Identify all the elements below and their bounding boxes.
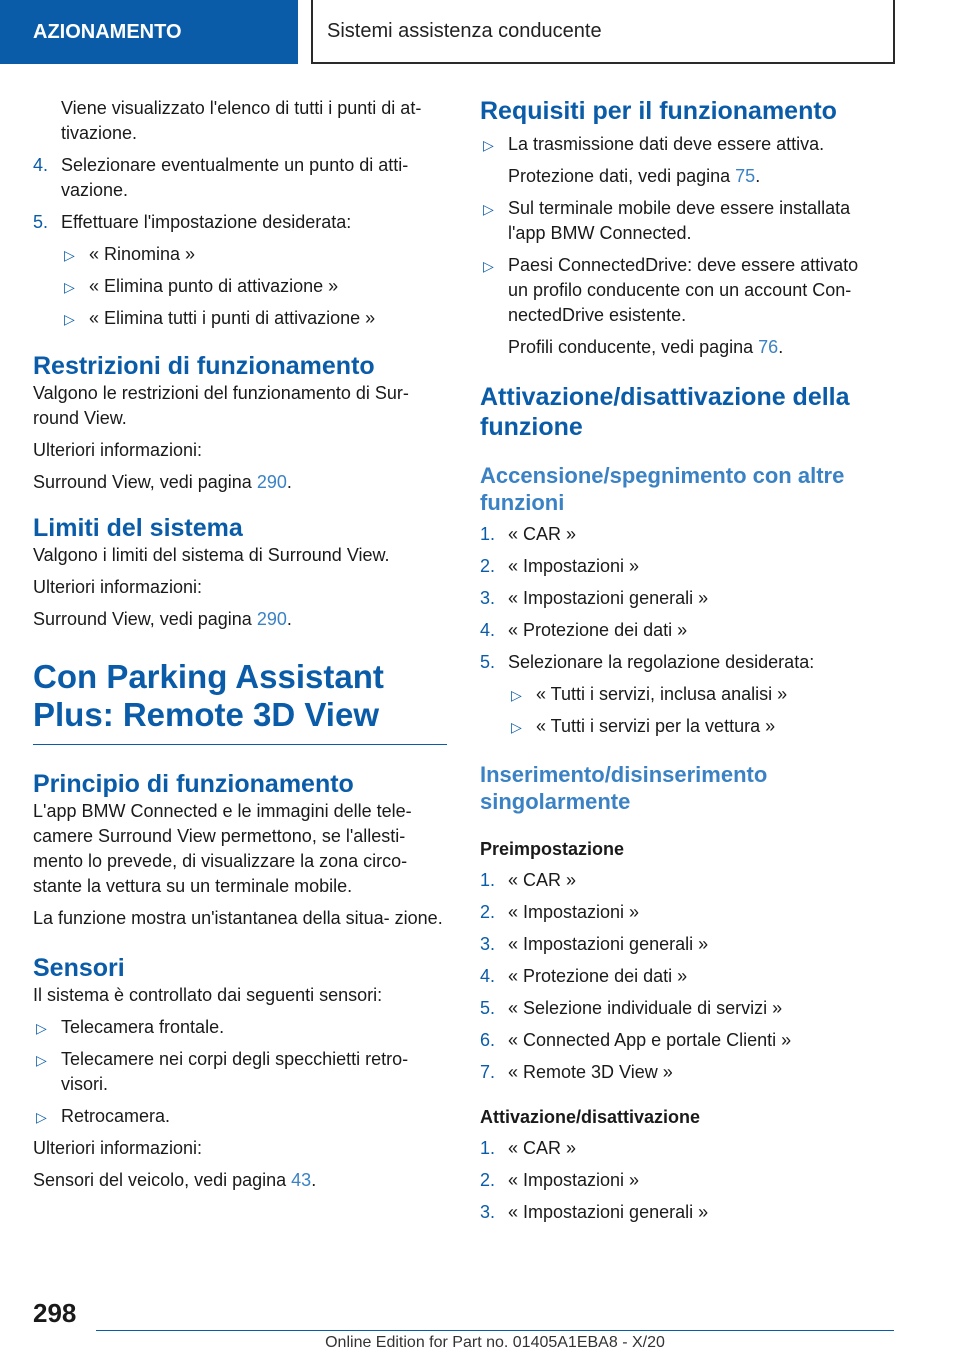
footer-divider (96, 1330, 894, 1331)
restrictions-more: Ulteriori informazioni: (33, 440, 203, 460)
list-item: ▷ Paesi ConnectedDrive: deve essere attivato un profilo conducente con un account Con- nectedDrive esistente. (483, 255, 859, 325)
list-item: 3. « Impostazioni generali » (480, 934, 709, 954)
header-chapter-tab (311, 0, 895, 64)
subsection-heading-individual: Inserimento/disinserimento singolarmente (480, 762, 768, 814)
header-section-tab (0, 0, 298, 64)
sub-list-item: ▷ « Elimina punto di attivazione » (61, 274, 447, 299)
preset-heading: Preimpostazione (480, 839, 625, 859)
triangle-bullet-icon: ▷ (511, 687, 522, 703)
sub-list-item: ▷ « Tutti i servizi per la vettura » (508, 714, 880, 739)
subsection-heading-other-functions: Accensione/spegnimento con altre funzioni (480, 463, 845, 515)
list-item: 3. « Impostazioni generali » (480, 588, 709, 608)
chapter-heading: Con Parking Assistant Plus: Remote 3D View (33, 658, 447, 745)
footer-edition: Online Edition for Part no. 01405A1EBA8 - X/20 (325, 1334, 665, 1351)
triangle-bullet-icon: ▷ (64, 247, 75, 263)
list-item: ▷ Sul terminale mobile deve essere installata l'app BMW Connected. (483, 198, 851, 243)
triangle-bullet-icon: ▷ (64, 311, 75, 327)
triangle-bullet-icon: ▷ (483, 201, 494, 217)
right-column (480, 96, 880, 1225)
principle-p2: La funzione mostra un'istantanea della situa- zione. (33, 908, 443, 928)
list-item: 2. « Impostazioni » (480, 556, 640, 576)
sub-list-item: ▷ « Rinomina » (61, 242, 447, 267)
list-item: ▷ Telecamere nei corpi degli specchietti retro- visori. (36, 1049, 409, 1094)
list-item: 5. Effettuare l'impostazione desiderata: (33, 212, 352, 232)
list-item: 4. « Protezione dei dati » (480, 620, 688, 640)
triangle-bullet-icon: ▷ (483, 137, 494, 153)
section-heading-principle: Principio di funzionamento (33, 770, 354, 798)
section-heading-sensors: Sensori (33, 954, 125, 982)
triangle-bullet-icon: ▷ (36, 1020, 47, 1036)
list-item: 2. « Impostazioni » (480, 1170, 640, 1190)
intro-paragraph: Viene visualizzato l'elenco di tutti i punti di at- tivazione. (61, 98, 422, 143)
list-item: 1. « CAR » (480, 1138, 577, 1158)
principle-p1: L'app BMW Connected e le immagini delle tele- camere Surround View permettono, se l'allesti- mento lo prevede, di visualizzare la zona circo- stante la vettura su un terminale mobile. (33, 801, 412, 896)
section-heading-restrictions: Restrizioni di funzionamento (33, 352, 375, 380)
list-item: ▷ Telecamera frontale. (33, 1015, 447, 1040)
list-item: 5. Selezionare la regolazione desiderata: (480, 652, 815, 672)
header-section-label: AZIONAMENTO (33, 20, 182, 43)
limits-more: Ulteriori informazioni: (33, 577, 203, 597)
section-heading-requirements: Requisiti per il funzionamento (480, 97, 837, 125)
list-item-continuation: Profili conducente, vedi pagina 76. (508, 337, 784, 357)
restrictions-ref: Surround View, vedi pagina 290. (33, 472, 292, 492)
list-item: ▷ Retrocamera. (33, 1104, 447, 1129)
header-chapter-label: Sistemi assistenza conducente (327, 19, 602, 42)
list-item: 2. « Impostazioni » (480, 902, 640, 922)
page-link[interactable]: 75 (735, 166, 756, 186)
limits-ref: Surround View, vedi pagina 290. (33, 609, 292, 629)
list-item: 4. « Protezione dei dati » (480, 966, 688, 986)
triangle-bullet-icon: ▷ (36, 1052, 47, 1068)
sensors-text: Il sistema è controllato dai seguenti sensori: (33, 985, 383, 1005)
triangle-bullet-icon: ▷ (483, 258, 494, 274)
sensors-ref: Sensori del veicolo, vedi pagina 43. (33, 1170, 317, 1190)
page-link[interactable]: 76 (758, 337, 779, 357)
restrictions-text: Valgono le restrizioni del funzionamento di Sur- round View. (33, 383, 409, 428)
page-number: 298 (33, 1298, 77, 1328)
list-item: ▷ La trasmissione dati deve essere attiva. (480, 132, 880, 157)
triangle-bullet-icon: ▷ (64, 279, 75, 295)
page-link[interactable]: 290 (256, 609, 287, 629)
left-column (33, 96, 447, 1193)
sub-list-item: ▷ « Elimina tutti i punti di attivazione » (61, 306, 447, 331)
list-item: 7. « Remote 3D View » (480, 1062, 673, 1082)
section-heading-limits: Limiti del sistema (33, 514, 243, 542)
page-link[interactable]: 43 (291, 1170, 312, 1190)
page-link[interactable]: 290 (256, 472, 287, 492)
sub-list-item: ▷ « Tutti i servizi, inclusa analisi » (508, 682, 880, 707)
sensors-more: Ulteriori informazioni: (33, 1138, 203, 1158)
triangle-bullet-icon: ▷ (36, 1109, 47, 1125)
list-item: 1. « CAR » (480, 524, 577, 544)
list-item: 5. « Selezione individuale di servizi » (480, 998, 783, 1018)
list-item-continuation: Protezione dati, vedi pagina 75. (508, 166, 761, 186)
triangle-bullet-icon: ▷ (511, 719, 522, 735)
list-item: 4. Selezionare eventualmente un punto di atti- vazione. (33, 155, 409, 200)
list-item: 3. « Impostazioni generali » (480, 1202, 709, 1222)
list-item: 6. « Connected App e portale Clienti » (480, 1030, 792, 1050)
list-item: 1. « CAR » (480, 870, 577, 890)
limits-text: Valgono i limiti del sistema di Surround View. (33, 545, 390, 565)
toggle-heading: Attivazione/disattivazione (480, 1107, 701, 1127)
section-heading-activation: Attivazione/disattivazione della funzione (480, 383, 850, 441)
